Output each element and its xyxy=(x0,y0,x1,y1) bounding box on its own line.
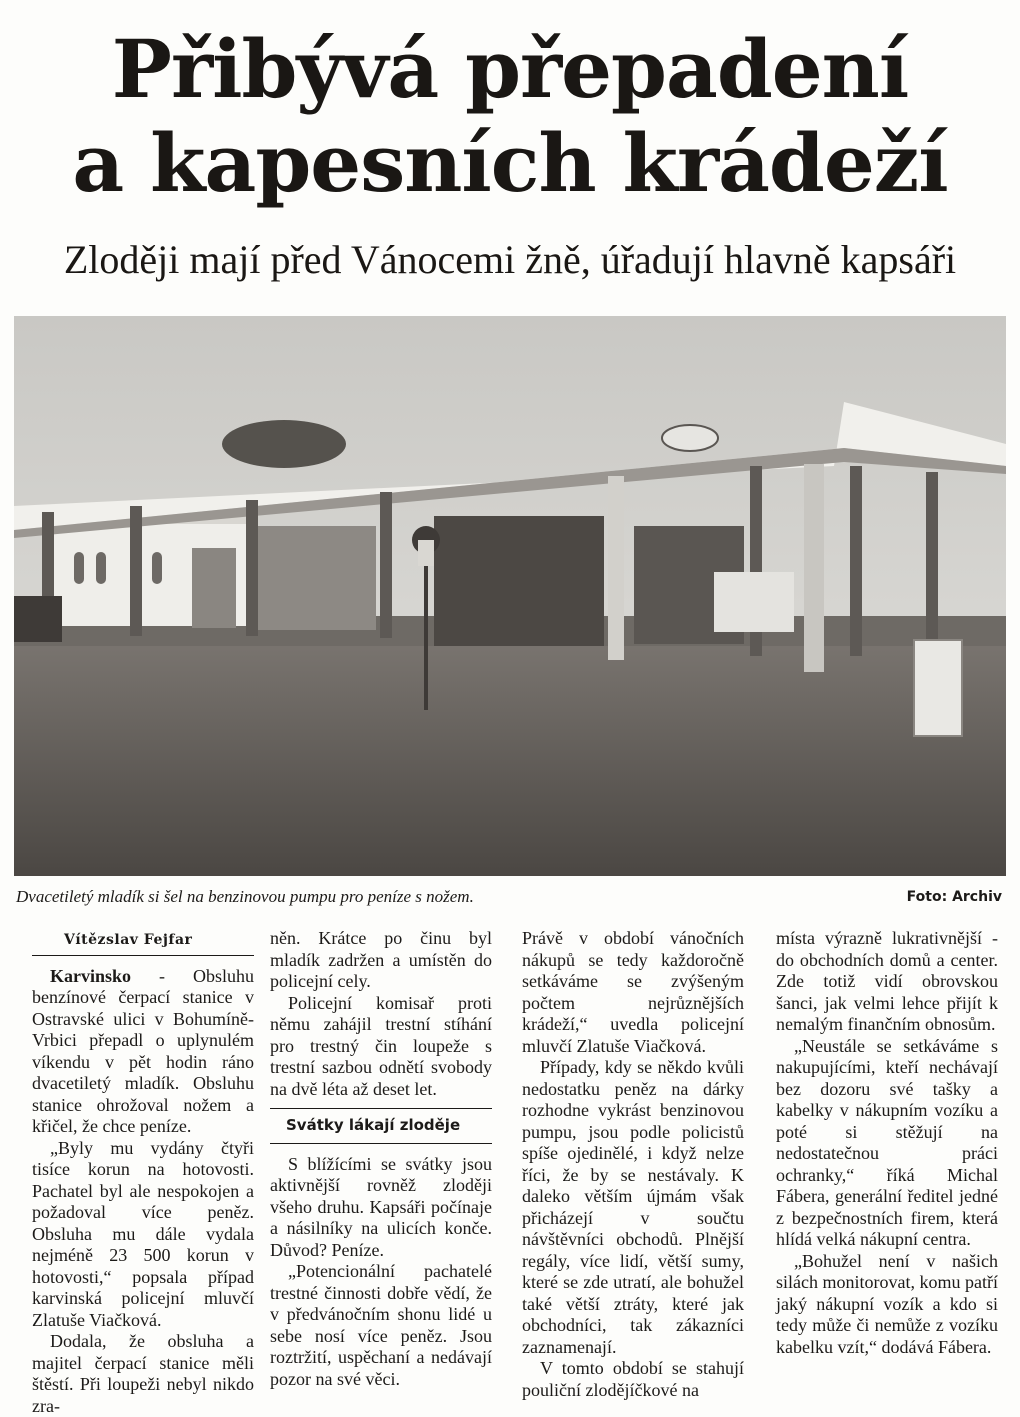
paragraph: V tomto období se stahují pouliční zlodějíčkové na xyxy=(522,1358,744,1400)
paragraph: Právě v období vánočních nákupů se tedy každoročně setkáváme se zvýšeným počtem nejrůznějších krádeží,“ uvedla policejní mluvčí Zlatuše Viačková. xyxy=(522,928,744,1056)
paragraph xyxy=(32,966,254,1138)
paragraph: Případy, kdy se někdo kvůli nedostatku peněz na dárky rozhodne vykrást benzinovou pumpu, jsou podle policistů spíše ojedinělé, i když nelze říci, že by se nestávaly. K daleko větším újmám však přicházejí v součtu návštěvníci obchodů. Plnější regály, více lidí, větší sumy, které se zde utratí, ale bohužel také větší ztráty, které jak obchodníci, tak zákazníci zaznamenají. xyxy=(522,1057,744,1357)
article-body xyxy=(0,928,1020,1416)
byline: Vítězslav Fejfar xyxy=(32,928,254,956)
headline-line-1: Přibývá přepadení xyxy=(111,22,909,116)
article-headline xyxy=(0,22,1020,210)
column-3 xyxy=(522,928,744,1400)
column-1 xyxy=(32,928,254,1416)
column-4 xyxy=(776,928,998,1388)
paragraph: „Potencionální pachatelé trestné činnosti dobře vědí, že v předvánočním shonu lidé u sebe nosí více peněz. Jsou roztržití, uspěchaní a nedávají pozor na své věci. xyxy=(270,1261,492,1389)
paragraph: S blížícími se svátky jsou aktivnější rovněž zloději všeho druhu. Kapsáři počínaje a násilníky na ulicích konče. Důvod? Peníze. xyxy=(270,1153,492,1260)
paragraph: místa výrazně lukrativnější - do obchodních domů a center. Zde totiž vidí obrovskou šanci, jak velmi lehce přijít k nemalým finančním obnosům. xyxy=(776,928,998,1034)
column-2 xyxy=(270,928,492,1388)
gas-station-photo xyxy=(14,316,1006,876)
section-heading: Svátky lákají zloděje xyxy=(270,1108,492,1144)
paragraph: Policejní komisař proti němu zahájil trestní stíhání pro trestný čin loupeže s trestní sazbou odnětí svobody na dvě léta až deset let. xyxy=(270,992,492,1099)
paragraph: „Byly mu vydány čtyři tisíce korun na hotovosti. Pachatel byl ale nespokojen a požadoval více peněz. Obsluha mu dále vydala nejméně 23 500 korun v hotovosti,“ popsala případ karvinská policejní mluvčí Zlatuše Viačková. xyxy=(32,1137,254,1330)
article-subheadline: Zloději mají před Vánocemi žně, úřadují hlavně kapsáři xyxy=(63,237,957,282)
headline-line-2: a kapesních krádeží xyxy=(72,116,948,210)
paragraph: něn. Krátce po činu byl mladík zadržen a umístěn do policejní cely. xyxy=(270,928,492,991)
paragraph: „Neustále se setkáváme s nakupujícími, kteří nechávají bez dozoru své tašky a kabelky v nákupním vozíku a poté si stěžují na nedostatečnou práci ochranky,“ říká Michal Fábera, generální ředitel jedné z bezpečnostních firem, která hlídá velká nákupní centra. xyxy=(776,1035,998,1249)
dateline: Karvinsko xyxy=(50,965,132,986)
paragraph: Dodala, že obsluha a majitel čerpací stanice měli štěstí. Při loupeži nebyl nikdo zra- xyxy=(32,1331,254,1416)
photo-caption: Dvacetiletý mladík si šel na benzinovou pumpu pro peníze s nožem. xyxy=(16,887,474,906)
paragraph-text: - Obsluhu benzínové čerpací stanice v Ostravské ulici v Bohumíně-Vrbici přepadl o uplynulém víkendu v pět hodin ráno dvacetiletý mladík. Obsluhu stanice ohrožoval nožem a křičel, že chce peníze. xyxy=(32,965,254,1136)
paragraph: „Bohužel není v našich silách monitorovat, komu patří jaký nákupní vozík a kdo si tedy může či nemůže z vozíku kabelku vzít,“ dodává Fábera. xyxy=(776,1250,998,1357)
photo-credit: Foto: Archiv xyxy=(906,889,1002,905)
